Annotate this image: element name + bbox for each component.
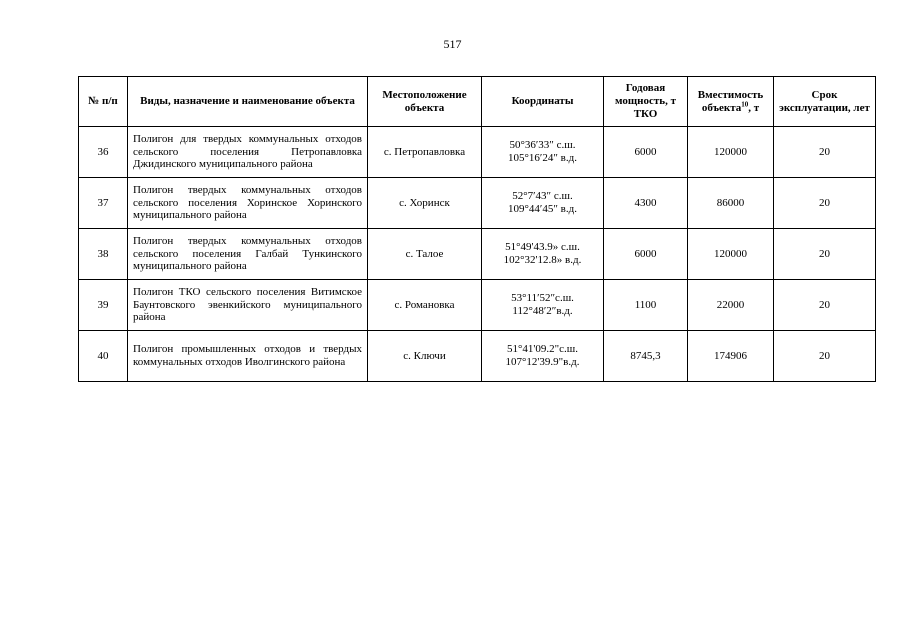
row-coordinates (482, 331, 604, 382)
row-num: 38 (79, 229, 128, 280)
row-longitude: 102°32'12.8» в.д. (503, 254, 582, 266)
table-row (79, 127, 876, 178)
row-latitude: 52°7′43″ с.ш. (512, 190, 573, 203)
row-capacity: 6000 (604, 127, 688, 178)
row-name: Полигон для твердых коммунальных отходов сельского поселения Петропавловка Джидинского муниципального района (128, 127, 368, 178)
table-row (79, 229, 876, 280)
row-volume: 120000 (688, 229, 774, 280)
row-num: 40 (79, 331, 128, 382)
table-header-row (79, 77, 876, 127)
row-coordinates (482, 127, 604, 178)
row-capacity: 4300 (604, 178, 688, 229)
row-coordinates (482, 178, 604, 229)
page-number: 517 (443, 37, 462, 51)
row-latitude: 53°11′52″с.ш. (511, 292, 574, 305)
row-term: 20 (774, 127, 876, 178)
row-name: Полигон промышленных отходов и твердых коммунальных отходов Иволгинского района (128, 331, 368, 382)
row-volume: 86000 (688, 178, 774, 229)
header-volume (688, 77, 774, 127)
row-location: с. Талое (368, 229, 482, 280)
row-location: с. Ключи (368, 331, 482, 382)
header-coordinates: Координаты (482, 77, 604, 127)
waste-facilities-table (78, 76, 876, 382)
row-term: 20 (774, 178, 876, 229)
row-capacity: 6000 (604, 229, 688, 280)
row-longitude: 107°12'39.9"в.д. (505, 356, 580, 368)
row-capacity: 8745,3 (604, 331, 688, 382)
row-coordinates (482, 229, 604, 280)
row-latitude: 51°49'43.9» с.ш. (505, 241, 580, 254)
row-num: 36 (79, 127, 128, 178)
header-volume-unit: , т (748, 101, 760, 114)
header-volume-footnote: 10 (741, 99, 749, 108)
row-longitude: 105°16′24″ в.д. (508, 152, 577, 164)
table-row (79, 280, 876, 331)
row-volume: 174906 (688, 331, 774, 382)
row-term: 20 (774, 229, 876, 280)
header-volume-label: Вместимость объекта (697, 88, 764, 114)
row-name: Полигон твердых коммунальных отходов сельского поселения Галбай Тункинского муниципального района (128, 229, 368, 280)
row-longitude: 109°44′45″ в.д. (508, 203, 577, 215)
row-num: 39 (79, 280, 128, 331)
row-latitude: 50°36′33″ с.ш. (509, 139, 576, 152)
row-volume: 120000 (688, 127, 774, 178)
row-num: 37 (79, 178, 128, 229)
header-location: Местоположение объекта (368, 77, 482, 127)
table-row (79, 331, 876, 382)
row-location: с. Хоринск (368, 178, 482, 229)
row-latitude: 51°41'09.2"с.ш. (507, 343, 578, 356)
row-term: 20 (774, 280, 876, 331)
row-volume: 22000 (688, 280, 774, 331)
header-term: Срок эксплуатации, лет (774, 77, 876, 127)
row-capacity: 1100 (604, 280, 688, 331)
row-coordinates (482, 280, 604, 331)
table-row (79, 178, 876, 229)
row-location: с. Петропавловка (368, 127, 482, 178)
header-num: № п/п (79, 77, 128, 127)
row-name: Полигон ТКО сельского поселения Витимское Баунтовского эвенкийского муниципального района (128, 280, 368, 331)
header-name: Виды, назначение и наименование объекта (128, 77, 368, 127)
row-longitude: 112°48′2″в.д. (512, 305, 573, 317)
header-capacity: Годовая мощность, т ТКО (604, 77, 688, 127)
row-term: 20 (774, 331, 876, 382)
row-location: с. Романовка (368, 280, 482, 331)
row-name: Полигон твердых коммунальных отходов сельского поселения Хоринское Хоринского муниципального района (128, 178, 368, 229)
